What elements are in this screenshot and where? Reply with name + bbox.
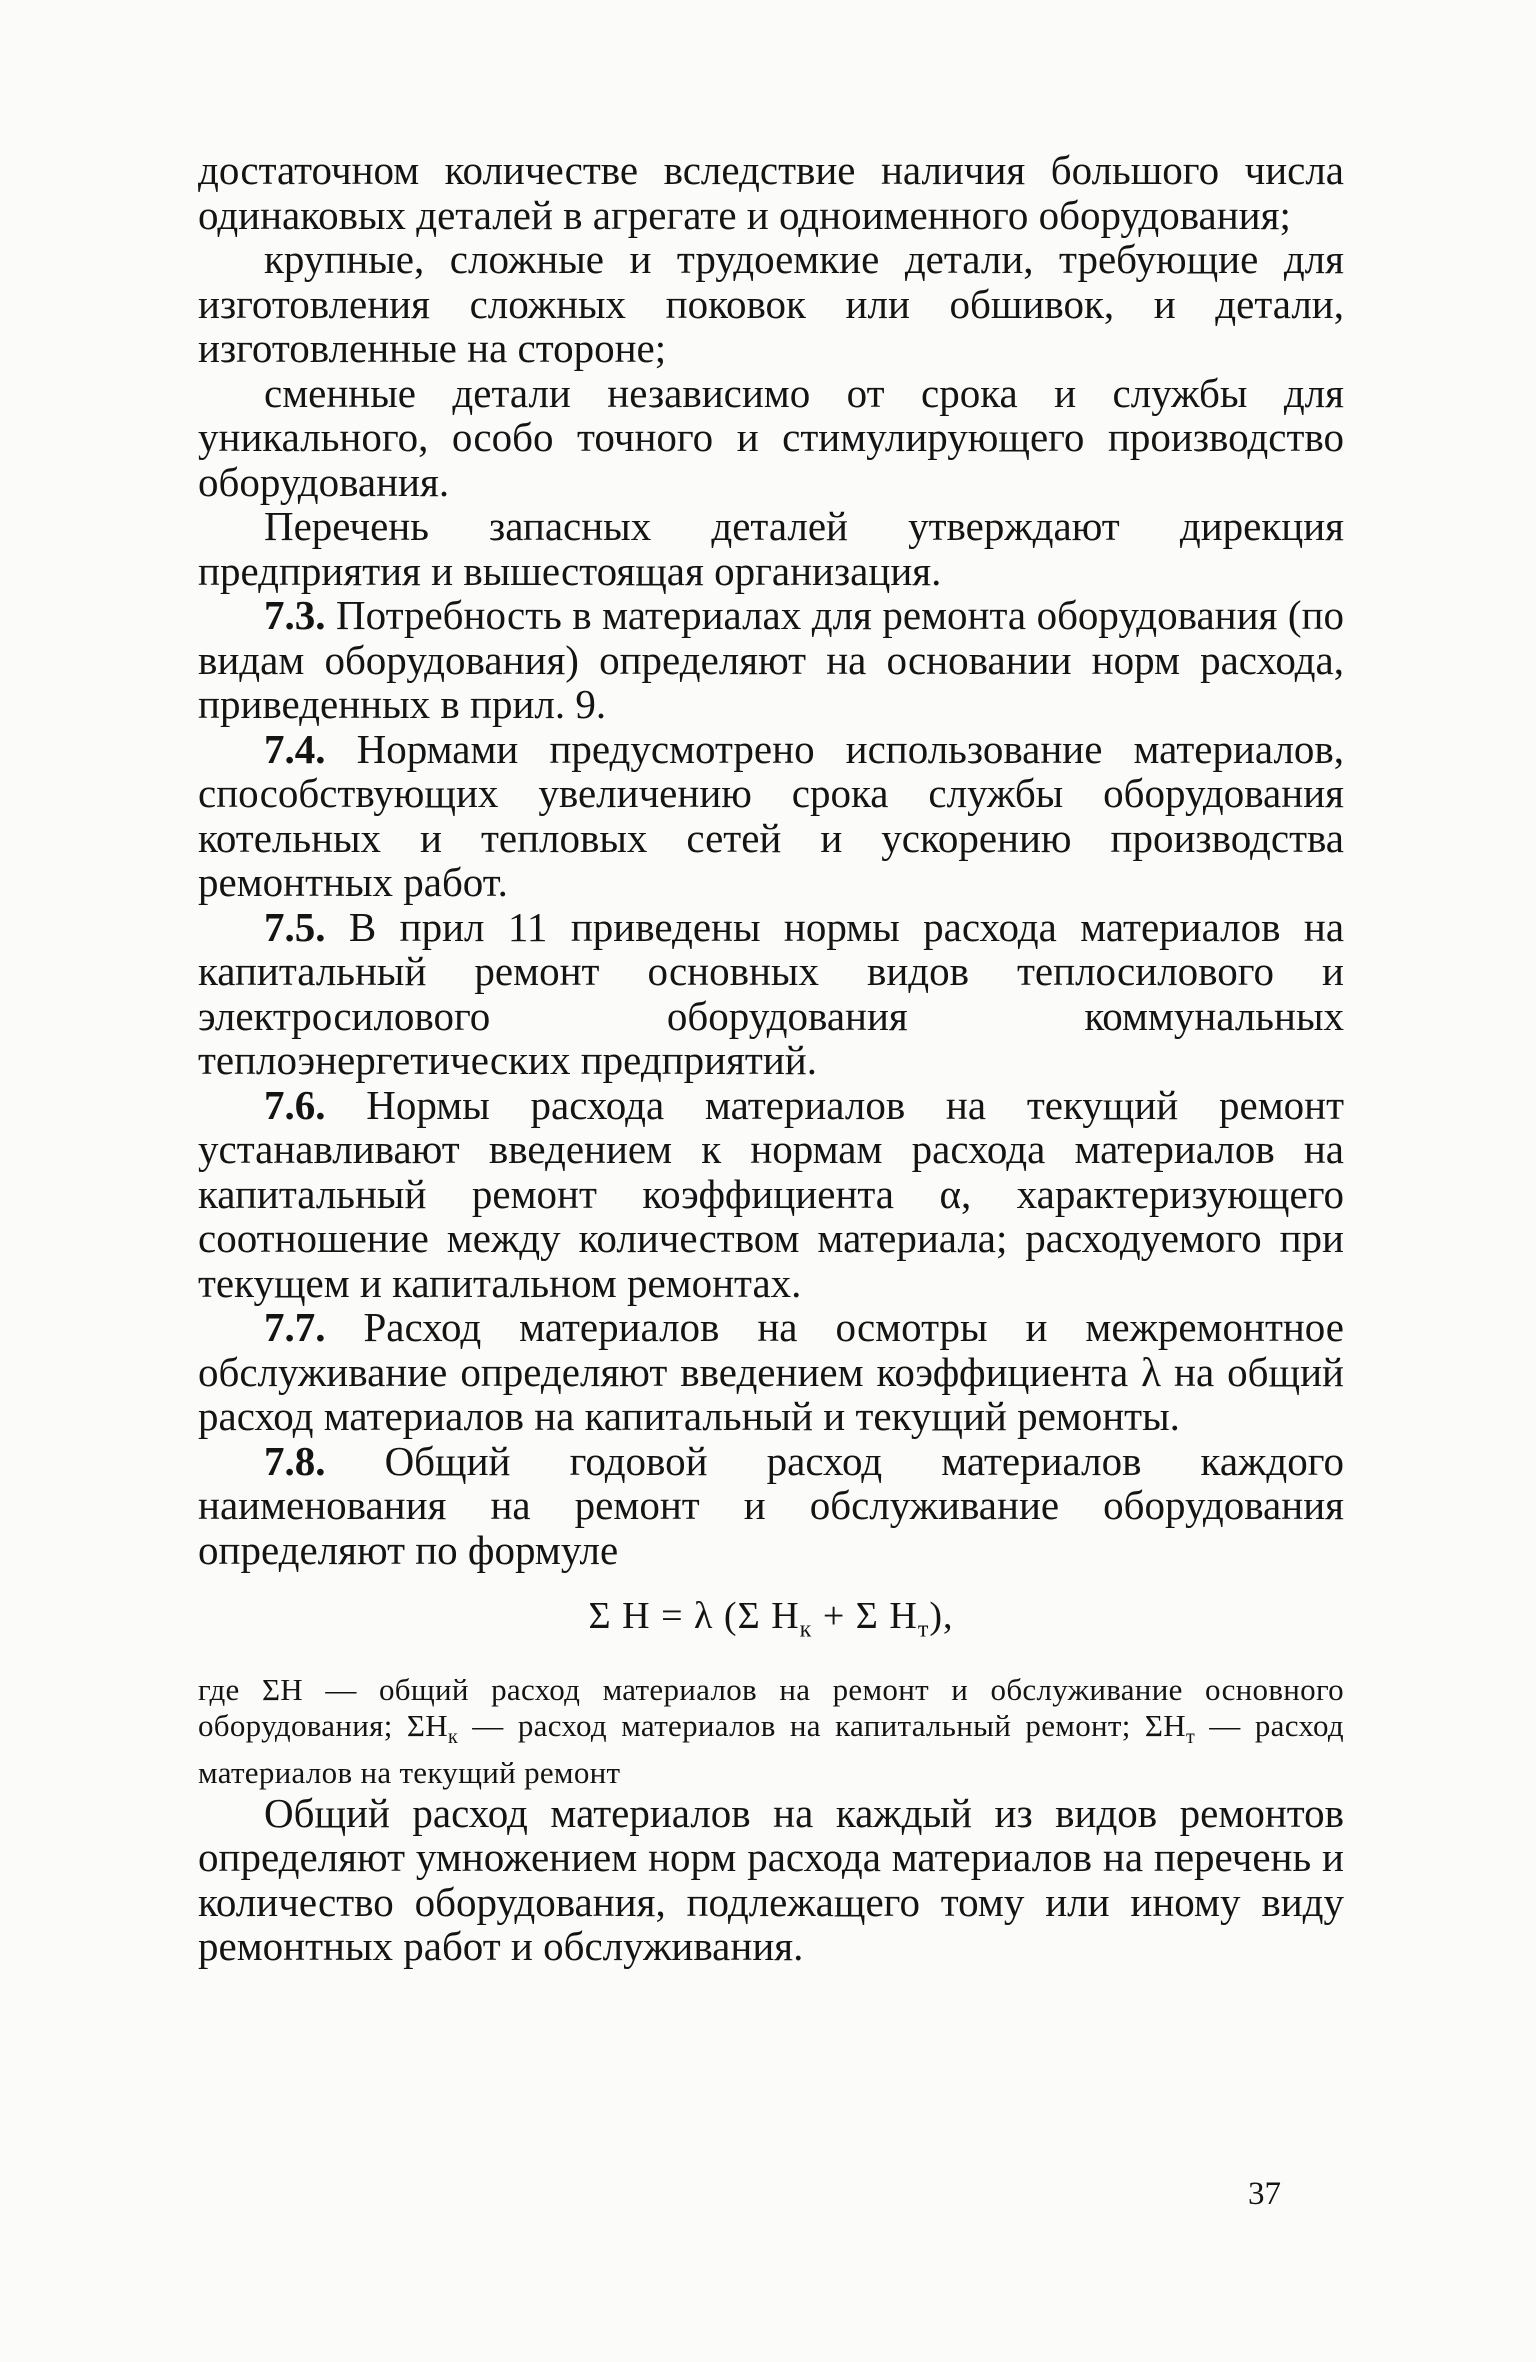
legend-part-2: — расход материалов на капитальный ремонт; ΣH [457, 1707, 1186, 1743]
section-number: 7.4. [264, 725, 326, 772]
section-number: 7.6. [264, 1081, 326, 1128]
paragraph-7-7 [198, 1305, 1344, 1439]
section-text: Общий годовой расход материалов каждого наименования на ремонт и обслуживание оборудования определяют по формуле [198, 1437, 1344, 1573]
formula-end: ), [929, 1595, 954, 1637]
paragraph-7-8 [198, 1439, 1344, 1573]
formula-sub-t: т [917, 1616, 930, 1643]
section-number: 7.5. [264, 903, 326, 950]
formula-legend [198, 1672, 1344, 1791]
body-text [198, 148, 1344, 1969]
section-text: Потребность в материалах для ремонта оборудования (по видам оборудования) определяют на основании норм расхода, приведенных в прил. 9. [198, 592, 1345, 727]
paragraph-7-6 [198, 1083, 1344, 1306]
formula-lhs: Σ H = λ (Σ H [588, 1595, 800, 1637]
page-number: 37 [1248, 2176, 1281, 2212]
legend-part-3: — расход материалов на текущий ремонт [198, 1707, 1344, 1790]
paragraph-final: Общий расход материалов на каждый из видов ремонтов определяют умножением норм расхода материалов на перечень и количество оборудования, подлежащего тому или иному виду ремонтных работ и обслуживания. [198, 1789, 1344, 1970]
section-number: 7.8. [264, 1437, 326, 1484]
paragraph-7-4 [198, 727, 1344, 905]
section-text: В прил 11 приведены нормы расхода материалов на капитальный ремонт основных видов теплосилового и электросилового оборудования коммунальных теплоэнергетических предприятий. [198, 903, 1345, 1083]
paragraph-7-5 [198, 905, 1344, 1083]
formula [198, 1594, 1344, 1644]
section-number: 7.7. [264, 1304, 326, 1350]
legend-sub-k: к [447, 1725, 458, 1748]
section-text: Расход материалов на осмотры и межремонтное обслуживание определяют введением коэффициента λ на общий расход материалов на капитальный и текущий ремонты. [198, 1304, 1344, 1439]
paragraph-7-3 [198, 593, 1344, 727]
section-text: Нормы расхода материалов на текущий ремонт устанавливают введением к нормам расхода материалов на капитальный ремонт коэффициента α, характеризующего соотношение между количеством материала; расходуемого при текущем и капитальном ремонтах. [198, 1081, 1345, 1306]
formula-mid: + Σ H [812, 1595, 918, 1637]
paragraph-replacement-parts: сменные детали независимо от срока и службы для уникального, особо точного и стимулирующего производство оборудования. [198, 369, 1344, 505]
section-number: 7.3. [264, 592, 326, 638]
legend-sub-t: т [1185, 1725, 1196, 1748]
formula-sub-k: к [799, 1616, 813, 1643]
section-text: Нормами предусмотрено использование материалов, способствующих увеличению срока службы оборудования котельных и тепловых сетей и ускорению производства ремонтных работ. [198, 725, 1345, 905]
paragraph-continuation: достаточном количестве вследствие наличия большого числа одинаковых деталей в агрегате и одноименного оборудования; [198, 147, 1344, 238]
legend-part-1: где ΣH — общий расход материалов на ремонт и обслуживание основного оборудования; ΣH [198, 1671, 1344, 1743]
paragraph-parts-list: Перечень запасных деталей утверждают дирекция предприятия и вышестоящая организация. [198, 503, 1344, 594]
paragraph-large-parts: крупные, сложные и трудоемкие детали, требующие для изготовления сложных поковок или обшивок, и детали, изготовленные на стороне; [198, 236, 1344, 371]
